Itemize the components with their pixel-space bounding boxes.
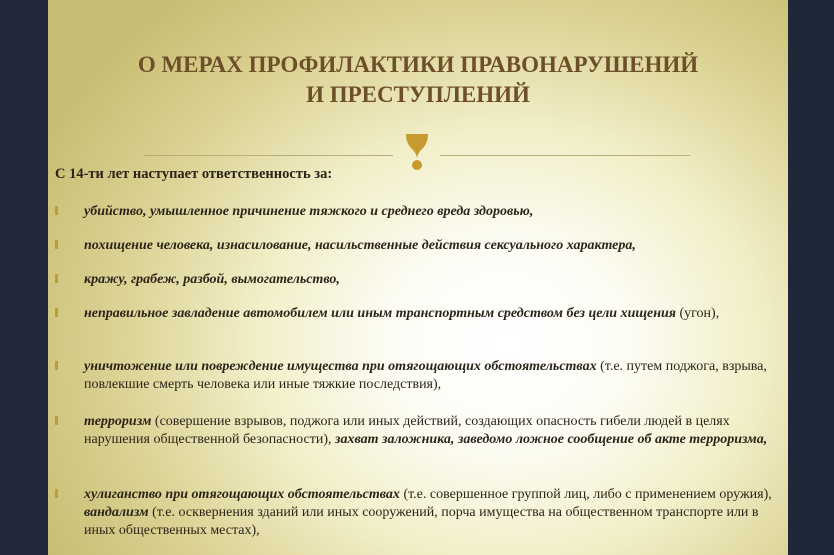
item-text: неправильное завладение автомобилем или иным транспортным средством без цели хищения [84, 306, 676, 321]
divider-left [143, 155, 393, 156]
item-text: похищение человека, изнасилование, насильственные действия сексуального характера, [84, 238, 636, 253]
bar-bullet-icon [55, 308, 58, 317]
item-text-plain: (угон), [676, 306, 720, 321]
list-item [55, 203, 785, 221]
list-item [55, 358, 785, 394]
item-text: уничтожение или повреждение имущества при отягощающих обстоятельствах [84, 359, 597, 374]
list-item [55, 305, 785, 323]
slide [48, 0, 788, 555]
item-text-plain-2: (т.е. осквернения зданий или иных сооружений, порча имущества на общественном транспорте или в иных общественных местах), [84, 505, 759, 538]
bar-bullet-icon [55, 274, 58, 283]
slide-title-line1: О МЕРАХ ПРОФИЛАКТИКИ ПРАВОНАРУШЕНИЙ [137, 52, 699, 77]
list-item [55, 271, 785, 289]
item-text: кражу, грабеж, разбой, вымогательство, [84, 272, 340, 287]
list-item [55, 413, 785, 449]
item-text-2: вандализм [84, 505, 149, 520]
item-text: терроризм [84, 414, 152, 429]
item-text-2: захват заложника, заведомо ложное сообщение об акте терроризма, [334, 432, 768, 447]
item-text: хулиганство при отягощающих обстоятельствах [84, 487, 400, 502]
item-text: убийство, умышленное причинение тяжкого и среднего вреда здоровью, [84, 204, 534, 219]
exclamation-ornament-icon [404, 132, 430, 172]
right-frame [788, 0, 834, 555]
bar-bullet-icon [55, 361, 58, 370]
slide-title [48, 50, 788, 110]
slide-title-line2: И ПРЕСТУПЛЕНИЙ [306, 82, 530, 107]
item-text-plain: (т.е. совершенное группой лиц, либо с применением оружия), [399, 487, 772, 502]
bar-bullet-icon [55, 489, 58, 498]
intro-text: С 14-ти лет наступает ответственность за: [55, 166, 333, 182]
list-item [55, 237, 785, 255]
item-text-plain: (совершение взрывов, поджога или иных действий, создающих опасность гибели людей в целях нарушения общественной безопасности), [84, 414, 730, 447]
bar-bullet-icon [55, 206, 58, 215]
bar-bullet-icon [55, 240, 58, 249]
list-item [55, 486, 785, 540]
bar-bullet-icon [55, 416, 58, 425]
item-text-plain: (т.е. путем поджога, взрыва, повлекшие смерть человека или иные тяжкие последствия), [84, 359, 767, 392]
left-frame [0, 0, 48, 555]
divider-right [440, 155, 690, 156]
